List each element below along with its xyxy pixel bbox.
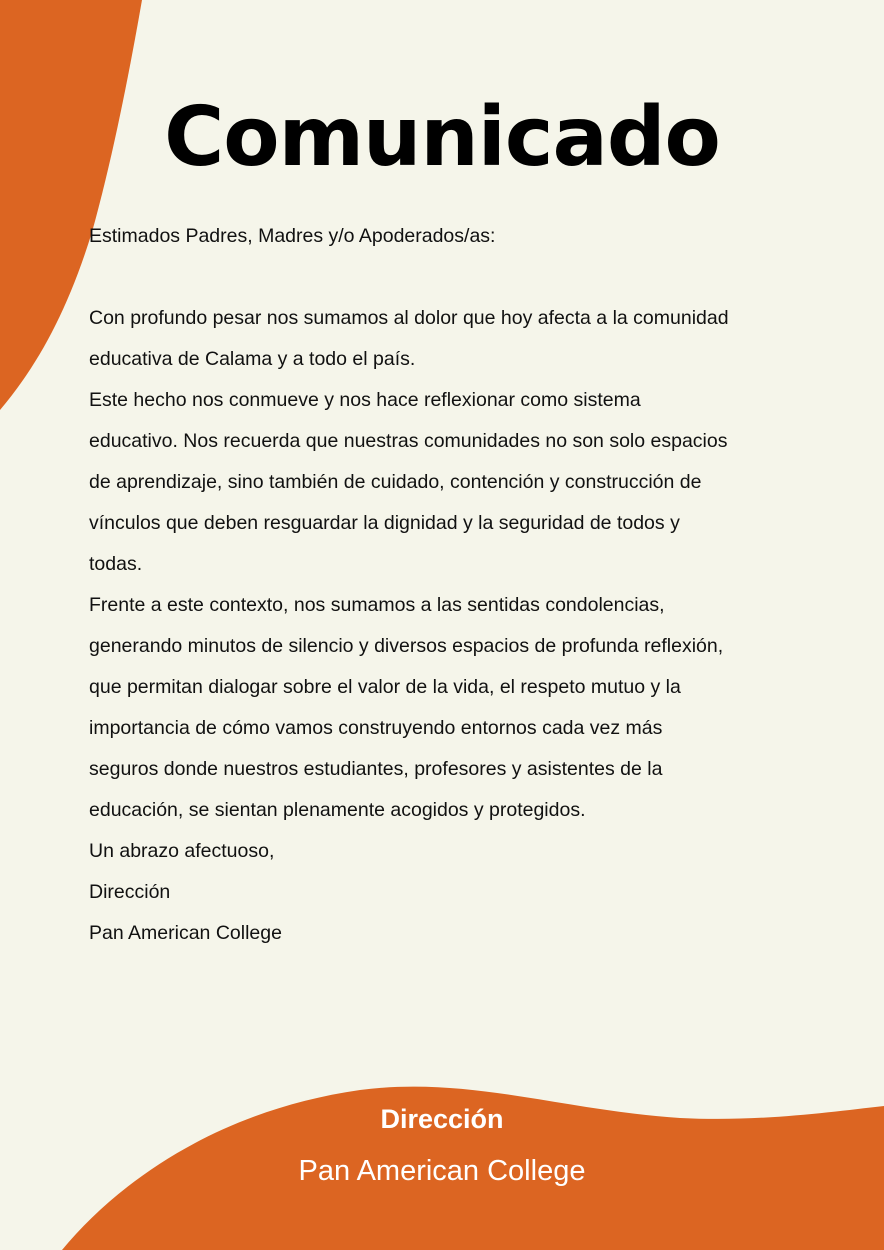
signature-department: Dirección [89, 881, 171, 903]
paragraph-line: Con profundo pesar nos sumamos al dolor que hoy afecta a la comunidad [89, 307, 729, 329]
closing: Un abrazo afectuoso, [89, 840, 275, 862]
paragraph-line: Este hecho nos conmueve y nos hace reflexionar como sistema [89, 389, 641, 411]
footer-school-name: Pan American College [298, 1155, 586, 1187]
paragraph-line: todas. [89, 553, 143, 575]
paragraph-line: educativo. Nos recuerda que nuestras comunidades no son solo espacios [89, 430, 728, 452]
paragraph-line: vínculos que deben resguardar la dignidad y la seguridad de todos y [89, 512, 680, 534]
page-title: Comunicado [164, 90, 720, 185]
paragraph-line: de aprendizaje, sino también de cuidado, contención y construcción de [89, 471, 702, 493]
paragraph-line: seguros donde nuestros estudiantes, profesores y asistentes de la [89, 758, 663, 780]
greeting: Estimados Padres, Madres y/o Apoderados/as: [89, 225, 496, 247]
paragraph-line: que permitan dialogar sobre el valor de la vida, el respeto mutuo y la [89, 676, 681, 698]
paragraph-line: generando minutos de silencio y diversos espacios de profunda reflexión, [89, 635, 724, 657]
letter-body [89, 216, 809, 954]
paragraph-line: Frente a este contexto, nos sumamos a las sentidas condolencias, [89, 594, 665, 616]
paragraph-line: educación, se sientan plenamente acogidos y protegidos. [89, 799, 586, 821]
footer-department: Dirección [380, 1104, 504, 1134]
paragraph-line: educativa de Calama y a todo el país. [89, 348, 416, 370]
signature-school: Pan American College [89, 922, 282, 944]
spacer [89, 257, 809, 298]
paragraph-line: importancia de cómo vamos construyendo entornos cada vez más [89, 717, 663, 739]
